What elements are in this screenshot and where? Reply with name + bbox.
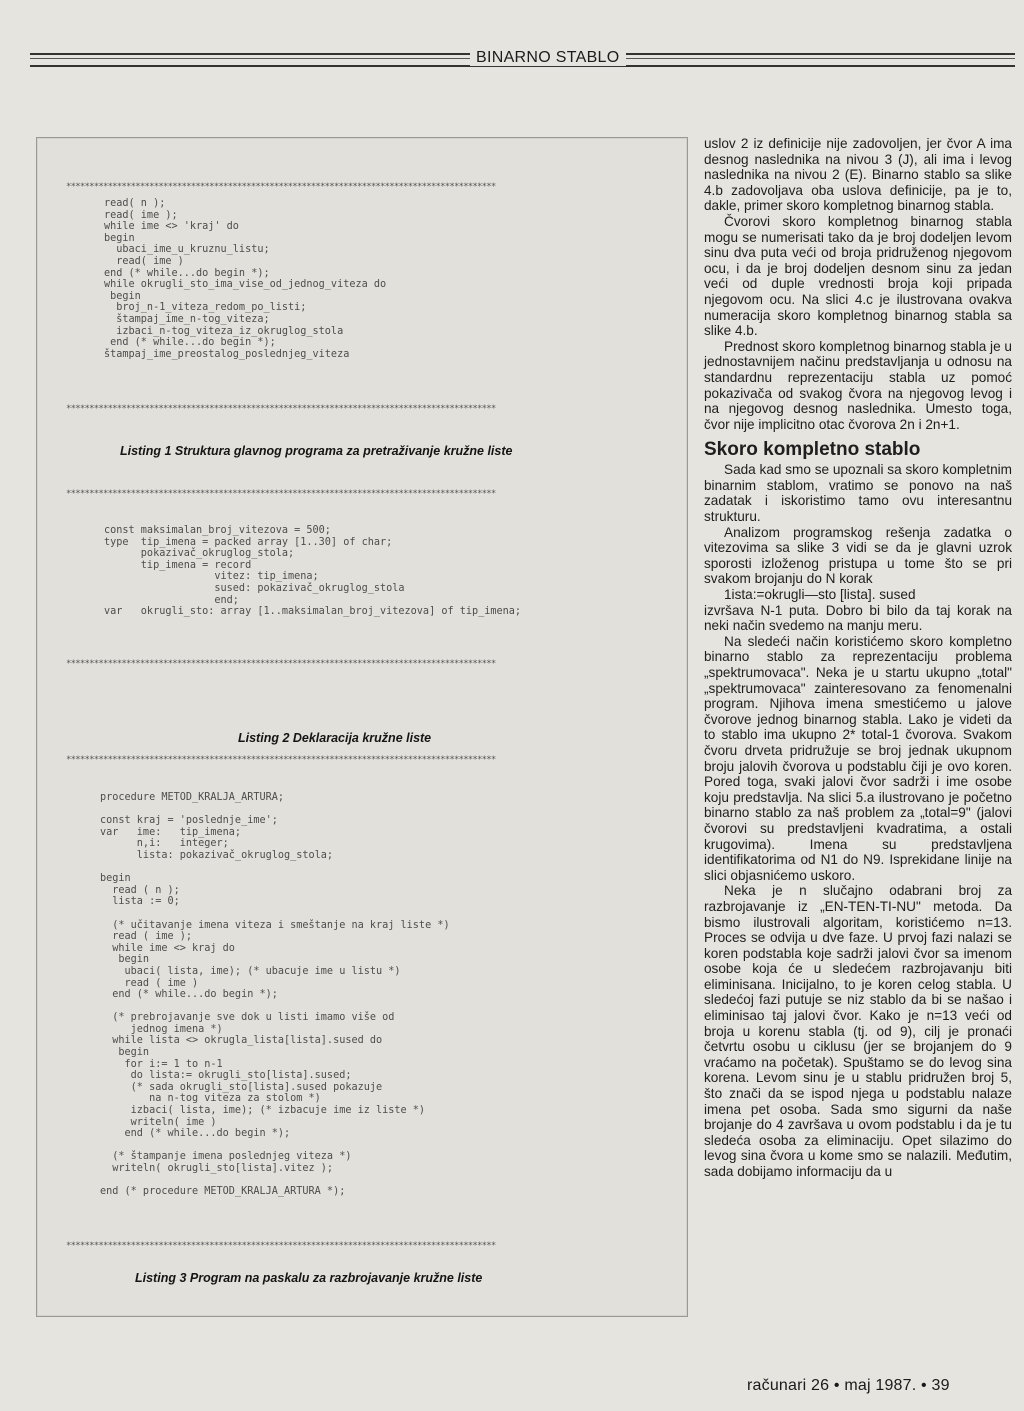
- section-heading: Skoro kompletno stablo: [704, 439, 921, 461]
- listing2-bottom-rule: *********************************************************************************************: [66, 659, 496, 669]
- page-header-title: BINARNO STABLO: [470, 50, 626, 66]
- article-paragraph: Čvorovi skoro kompletnog binarnog stabla mogu se numerisati tako da je broj dodeljen levom sinu dva puta veći od broja pridruženog njegovom ocu, i da je broj dodeljen desnom sinu za jedan veći od duple vrednosti broja koji pripada njegovom ocu. Na slici 4.c je ilustrovana ovakva numeracija skoro kompletnog binarnog stabla sa slike 4.b.: [704, 213, 1012, 339]
- header-rule: [30, 50, 1015, 66]
- listing2-top-rule: *********************************************************************************************: [66, 489, 496, 499]
- article-paragraph: Neka je n slučajno odabrani broj za razbrojavanje iz „EN-TEN-TI-NU" metoda. Da bismo ilustrovali algoritam, koristićemo n=13. Proces se odvija u dve faze. U prvoj fazi nalazi se koren podstabla koje sadrži jalovi čvor sa imenom osobe koja će u sledećem razbrojavanju biti eliminisana. Inicijalno, to je koren celog stabla. U sledećoj fazi putuje se niz stablo da bi se našao i eliminisao taj jalovi čvor. Kako je n=13 veći od broja u korenu stabla (tj. od 9), cilj je pronaći četvrtu osobu u ciklusu (jer se brojanjem do 9 vraćamo na početak). Spuštamo se do levog sina korena. Levom sinu je u stablu pridružen broj 5, što znači da se ispod njega u podstablu nalaze imena pet osoba. Sada smo sigurni da naše brojanje do 4 završava u ovom podstablu i da je tu sledeća osoba za eliminaciju. Opet silazimo do levog sina čvora u kome smo se nalazili. Međutim, sada dobijamo informaciju da u: [704, 883, 1012, 1179]
- article-column: [704, 136, 1012, 1180]
- listing3-bottom-rule: *********************************************************************************************: [66, 1241, 496, 1251]
- listing1-top-rule: *********************************************************************************************: [66, 182, 496, 192]
- listing1-caption: Listing 1 Struktura glavnog programa za pretraživanje kružne liste: [120, 444, 513, 458]
- article-paragraph: Analizom programskog rešenja zadatka o vitezovima sa slike 3 vidi se da je glavni uzrok sporosti izloženog pristupa u tome što se pri svakom brojanju do N korak: [704, 524, 1012, 587]
- listing1-bottom-rule: *********************************************************************************************: [66, 404, 496, 414]
- article-paragraph: izvršava N-1 puta. Dobro bi bilo da taj korak na neki način svedemo na manju meru.: [704, 602, 1012, 634]
- page-footer: računari 26 • maj 1987. • 39: [747, 1377, 950, 1394]
- listing3-code: procedure METOD_KRALJA_ARTURA; const kraj = 'poslednje_ime'; var ime: tip_imena; n,i: integer; lista: pokazivač_okruglog_stola; begin read ( n ); lista := 0; (* učitavanje imena viteza i smeštanje na kraj liste *) read ( ime ); while ime <> kraj do begin ubaci( lista, ime); (* ubacuje ime u listu *) read ( ime ) end (* while...do begin *); (* prebrojavanje sve dok u listi imamo više od jednog imena *) while lista <> okrugla_lista[lista].sused do begin for i:= 1 to n-1 do lista:= okrugli_sto[lista].sused; (* sada okrugli_sto[lista].sused pokazuje na n-tog viteza za stolom *) izbaci( lista, ime); (* izbacuje ime iz liste *) writeln( ime ) end (* while...do begin *); (* štampanje imena poslednjeg viteza *) writeln( okrugli_sto[lista].vitez ); end (* procedure METOD_KRALJA_ARTURA *);: [100, 792, 450, 1198]
- listing3-top-rule: *********************************************************************************************: [66, 755, 496, 765]
- listing2-caption: Listing 2 Deklaracija kružne liste: [238, 731, 432, 745]
- article-paragraph: Na sledeći način koristićemo skoro kompletno binarno stablo za reprezentaciju problema „spektrumovaca". Neka je u startu ukupno „total" „spektrumovaca" zainteresovano za fenomenalni program. Njihova imena smestićemo u jalove čvorove jednog binarnog stabla. Lako je videti da to stablo ima ukupno 2* total-1 čvorova. Svakom čvoru drveta pridružuje se broj jednak ukupnom broju jalovih čvorova u podstablu čiji je ovo koren. Pored toga, svaki jalovi čvor sadrži i ime osobe koju predstavlja. Na slici 5.a ilustrovano je početno binarno stablo za naš problem za „total=9" (jalovi čvorovi su predstavljeni kvadratima, a ostali krugovima). Imena su predstavljena identifikatorima od N1 do N9. Isprekidane linije na slici objasnićemo uskoro.: [704, 633, 1012, 883]
- listing1-code: read( n ); read( ime ); while ime <> 'kraj' do begin ubaci_ime_u_kruznu_listu; read( ime ) end (* while...do begin *); while okrugli_sto_ima_vise_od_jednog_viteza do begin broj_n-1_viteza_redom_po_listi; štampaj_ime_n-tog_viteza; izbaci_n-tog_viteza_iz_okruglog_stola end (* while...do begin *); štampaj_ime_preostalog_poslednjeg_viteza: [104, 198, 387, 360]
- article-paragraph: uslov 2 iz definicije nije zadovoljen, jer čvor A ima desnog naslednika na nivou 3 (J), ali ima i levog naslednika na nivou 2 (E). Binarno stablo sa slike 4.b zadovoljava oba uslova definicije, pa je to, dakle, primer skoro kompletnog binarnog stabla.: [704, 136, 1012, 214]
- article-paragraph: Prednost skoro kompletnog binarnog stabla je u jednostavnijem načinu predstavljanja u odnosu na standardnu reprezentaciju stabla uz pomoć pokazivača od svakog čvora na njegovog levog i na njegovog desnog naslednika. Umesto toga, čvor nije implicitno otac čvorova 2n i 2n+1.: [704, 338, 1012, 432]
- code-line: 1ista:=okrugli—sto [lista]. sused: [724, 587, 916, 603]
- article-paragraph: Sada kad smo se upoznali sa skoro kompletnim binarnim stablom, vratimo se ponovo na naš zadatak i iskoristimo tamo ovu interesantnu strukturu.: [704, 462, 1012, 525]
- listing3-caption: Listing 3 Program na paskalu za razbrojavanje kružne liste: [135, 1271, 483, 1285]
- listing2-code: const maksimalan_broj_vitezova = 500; type tip_imena = packed array [1..30] of char; pokazivač_okruglog_stola; tip_imena = record vitez: tip_imena; sused: pokazivač_okruglog_stola end; var okrugli_sto: array [1..maksimalan_broj_vitezova] of tip_imena;: [104, 525, 522, 618]
